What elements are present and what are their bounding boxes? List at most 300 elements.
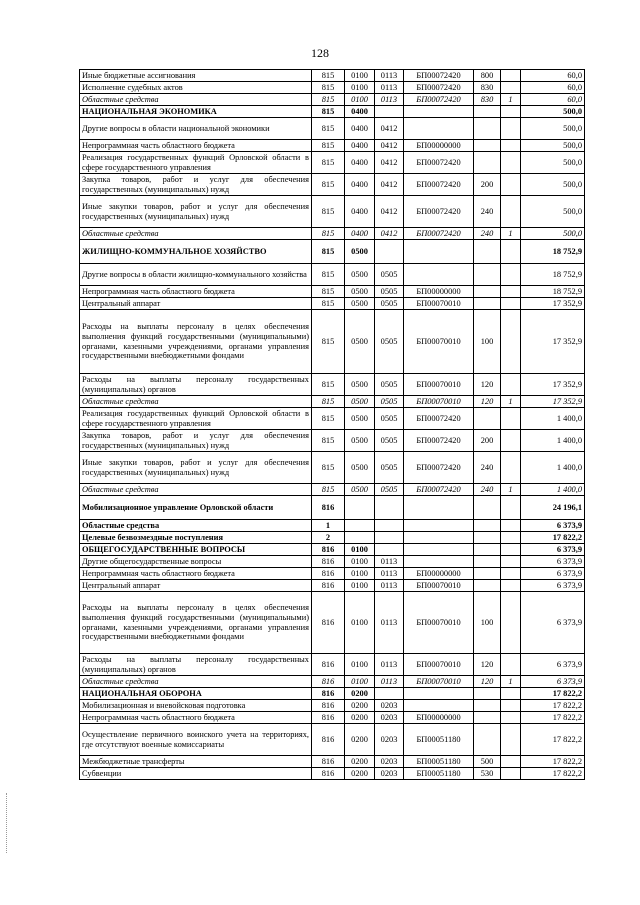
budget-cell-funding-source (501, 152, 521, 174)
budget-cell-name: Иные закупки товаров, работ и услуг для обеспечения государственных (муниципальных) нужд (80, 196, 312, 228)
budget-cell-expense-type (474, 520, 501, 532)
budget-cell-section: 0400 (345, 106, 375, 118)
budget-cell-subsection: 0505 (375, 484, 404, 496)
budget-cell-funding-source (501, 756, 521, 768)
budget-cell-section: 0500 (345, 298, 375, 310)
budget-cell-section: 0200 (345, 724, 375, 756)
budget-cell-funding-source: 1 (501, 676, 521, 688)
budget-cell-grbs: 815 (312, 228, 345, 240)
budget-cell-subsection: 0505 (375, 452, 404, 484)
table-row (80, 712, 585, 724)
budget-cell-expense-type: 530 (474, 768, 501, 780)
budget-cell-grbs: 815 (312, 82, 345, 94)
budget-cell-subsection (375, 106, 404, 118)
budget-cell-name: Целевые безвозмездные поступления (80, 532, 312, 544)
budget-cell-amount: 60,0 (521, 94, 585, 106)
budget-cell-grbs: 1 (312, 520, 345, 532)
budget-cell-target-article (404, 118, 474, 140)
budget-cell-funding-source: 1 (501, 396, 521, 408)
budget-cell-target-article: БП00000000 (404, 286, 474, 298)
table-row (80, 228, 585, 240)
table-row (80, 174, 585, 196)
budget-cell-grbs: 815 (312, 452, 345, 484)
budget-cell-amount: 500,0 (521, 152, 585, 174)
budget-cell-name: Закупка товаров, работ и услуг для обеспечения государственных (муниципальных) нужд (80, 430, 312, 452)
budget-cell-amount: 500,0 (521, 228, 585, 240)
budget-cell-name: Областные средства (80, 520, 312, 532)
budget-cell-amount: 17 822,2 (521, 688, 585, 700)
budget-cell-funding-source: 1 (501, 484, 521, 496)
table-row (80, 688, 585, 700)
budget-cell-grbs: 816 (312, 654, 345, 676)
budget-cell-subsection: 0505 (375, 310, 404, 374)
budget-cell-grbs: 816 (312, 544, 345, 556)
budget-cell-funding-source (501, 106, 521, 118)
budget-cell-grbs: 815 (312, 70, 345, 82)
budget-cell-subsection: 0505 (375, 264, 404, 286)
budget-cell-section: 0100 (345, 556, 375, 568)
budget-cell-amount: 6 373,9 (521, 676, 585, 688)
budget-cell-target-article (404, 556, 474, 568)
budget-cell-expense-type (474, 298, 501, 310)
table-row (80, 768, 585, 780)
budget-cell-target-article: БП00072420 (404, 82, 474, 94)
budget-cell-subsection: 0203 (375, 724, 404, 756)
budget-cell-target-article: БП00070010 (404, 298, 474, 310)
budget-cell-funding-source (501, 520, 521, 532)
budget-cell-grbs: 816 (312, 580, 345, 592)
budget-cell-target-article (404, 688, 474, 700)
budget-cell-funding-source (501, 174, 521, 196)
budget-cell-target-article: БП00051180 (404, 756, 474, 768)
budget-cell-expense-type: 120 (474, 374, 501, 396)
budget-cell-subsection: 0203 (375, 756, 404, 768)
budget-cell-target-article: БП00070010 (404, 580, 474, 592)
budget-cell-section: 0100 (345, 592, 375, 654)
budget-cell-name: Осуществление первичного воинского учета на территориях, где отсутствуют военные комиссариаты (80, 724, 312, 756)
budget-cell-name: Областные средства (80, 396, 312, 408)
budget-cell-subsection: 0505 (375, 298, 404, 310)
budget-cell-funding-source (501, 712, 521, 724)
budget-cell-section: 0200 (345, 700, 375, 712)
budget-cell-amount: 6 373,9 (521, 580, 585, 592)
budget-cell-name: Иные бюджетные ассигнования (80, 70, 312, 82)
budget-cell-amount: 17 822,2 (521, 724, 585, 756)
budget-cell-name: Мобилизационное управление Орловской области (80, 496, 312, 520)
budget-cell-expense-type (474, 140, 501, 152)
budget-cell-grbs: 816 (312, 700, 345, 712)
budget-cell-expense-type: 100 (474, 592, 501, 654)
budget-cell-subsection (375, 688, 404, 700)
budget-cell-amount: 1 400,0 (521, 452, 585, 484)
table-row (80, 106, 585, 118)
budget-cell-subsection: 0113 (375, 676, 404, 688)
budget-cell-subsection: 0412 (375, 174, 404, 196)
budget-cell-section: 0500 (345, 240, 375, 264)
budget-cell-section: 0200 (345, 768, 375, 780)
budget-cell-name: Областные средства (80, 228, 312, 240)
budget-cell-amount: 6 373,9 (521, 592, 585, 654)
budget-cell-name: Другие вопросы в области национальной экономики (80, 118, 312, 140)
table-row (80, 532, 585, 544)
budget-cell-expense-type (474, 152, 501, 174)
budget-table (79, 69, 585, 780)
budget-cell-funding-source (501, 496, 521, 520)
budget-cell-target-article: БП00070010 (404, 396, 474, 408)
budget-cell-subsection: 0505 (375, 408, 404, 430)
table-row (80, 286, 585, 298)
budget-cell-funding-source (501, 264, 521, 286)
budget-cell-subsection: 0113 (375, 82, 404, 94)
budget-cell-target-article (404, 496, 474, 520)
budget-cell-target-article (404, 520, 474, 532)
budget-cell-grbs: 815 (312, 152, 345, 174)
budget-cell-expense-type (474, 106, 501, 118)
budget-cell-amount: 17 352,9 (521, 374, 585, 396)
budget-cell-funding-source (501, 724, 521, 756)
budget-cell-section (345, 520, 375, 532)
table-row (80, 264, 585, 286)
budget-cell-grbs: 815 (312, 196, 345, 228)
budget-cell-name: ЖИЛИЩНО-КОММУНАЛЬНОЕ ХОЗЯЙСТВО (80, 240, 312, 264)
budget-cell-grbs: 815 (312, 484, 345, 496)
budget-cell-expense-type (474, 700, 501, 712)
budget-cell-subsection: 0113 (375, 580, 404, 592)
table-row (80, 240, 585, 264)
budget-cell-grbs: 816 (312, 496, 345, 520)
table-row (80, 568, 585, 580)
budget-cell-grbs: 815 (312, 310, 345, 374)
budget-cell-amount: 6 373,9 (521, 568, 585, 580)
budget-cell-funding-source (501, 544, 521, 556)
budget-cell-amount: 500,0 (521, 118, 585, 140)
budget-cell-expense-type (474, 240, 501, 264)
budget-cell-target-article (404, 106, 474, 118)
budget-cell-name: Субвенции (80, 768, 312, 780)
budget-cell-grbs: 815 (312, 264, 345, 286)
budget-cell-section: 0400 (345, 140, 375, 152)
budget-cell-funding-source (501, 556, 521, 568)
budget-cell-subsection: 0113 (375, 592, 404, 654)
table-row (80, 140, 585, 152)
budget-cell-grbs: 815 (312, 94, 345, 106)
table-row (80, 430, 585, 452)
budget-cell-target-article: БП00072420 (404, 196, 474, 228)
margin-mark (6, 793, 8, 853)
budget-cell-funding-source: 1 (501, 94, 521, 106)
budget-cell-expense-type (474, 408, 501, 430)
budget-cell-grbs: 815 (312, 240, 345, 264)
budget-cell-name: Закупка товаров, работ и услуг для обеспечения государственных (муниципальных) нужд (80, 174, 312, 196)
budget-cell-expense-type: 500 (474, 756, 501, 768)
budget-cell-expense-type (474, 556, 501, 568)
budget-cell-name: НАЦИОНАЛЬНАЯ ЭКОНОМИКА (80, 106, 312, 118)
budget-cell-name: Областные средства (80, 676, 312, 688)
budget-cell-grbs: 815 (312, 430, 345, 452)
budget-cell-subsection: 0505 (375, 396, 404, 408)
budget-cell-target-article: БП00072420 (404, 152, 474, 174)
budget-cell-amount: 1 400,0 (521, 430, 585, 452)
budget-cell-name: Расходы на выплаты персоналу государственных (муниципальных) органов (80, 374, 312, 396)
budget-cell-section: 0100 (345, 654, 375, 676)
budget-cell-section: 0100 (345, 70, 375, 82)
table-row (80, 724, 585, 756)
budget-cell-section: 0500 (345, 452, 375, 484)
budget-cell-section: 0500 (345, 430, 375, 452)
budget-cell-subsection: 0505 (375, 286, 404, 298)
budget-cell-target-article: БП00000000 (404, 140, 474, 152)
budget-cell-expense-type: 240 (474, 196, 501, 228)
budget-cell-amount: 6 373,9 (521, 520, 585, 532)
budget-cell-subsection: 0113 (375, 568, 404, 580)
budget-cell-name: Центральный аппарат (80, 580, 312, 592)
budget-cell-section: 0500 (345, 484, 375, 496)
budget-cell-subsection: 0505 (375, 430, 404, 452)
budget-cell-expense-type (474, 286, 501, 298)
budget-cell-grbs: 2 (312, 532, 345, 544)
budget-cell-funding-source (501, 118, 521, 140)
table-row (80, 196, 585, 228)
budget-cell-subsection (375, 532, 404, 544)
budget-cell-section: 0400 (345, 228, 375, 240)
budget-cell-subsection: 0412 (375, 196, 404, 228)
budget-cell-grbs: 816 (312, 724, 345, 756)
budget-cell-section: 0100 (345, 82, 375, 94)
budget-cell-expense-type (474, 712, 501, 724)
budget-cell-name: Расходы на выплаты персоналу в целях обеспечения выполнения функций государственными (муниципальными) органами, казенными учреждениями, органами управления государственными внебюджетными фондами (80, 310, 312, 374)
budget-cell-name: Иные закупки товаров, работ и услуг для обеспечения государственных (муниципальных) нужд (80, 452, 312, 484)
budget-cell-target-article (404, 240, 474, 264)
budget-cell-section: 0100 (345, 580, 375, 592)
budget-cell-section: 0400 (345, 152, 375, 174)
table-row (80, 82, 585, 94)
budget-cell-grbs: 815 (312, 408, 345, 430)
budget-cell-name: Реализация государственных функций Орловской области в сфере государственного управления (80, 152, 312, 174)
budget-cell-subsection: 0113 (375, 654, 404, 676)
budget-cell-expense-type: 100 (474, 310, 501, 374)
budget-cell-funding-source (501, 70, 521, 82)
budget-cell-target-article: БП00051180 (404, 724, 474, 756)
table-row (80, 700, 585, 712)
budget-cell-funding-source (501, 768, 521, 780)
budget-cell-expense-type (474, 688, 501, 700)
budget-cell-expense-type: 120 (474, 396, 501, 408)
budget-cell-name: Непрограммная часть областного бюджета (80, 286, 312, 298)
budget-cell-amount: 18 752,9 (521, 264, 585, 286)
budget-cell-amount: 60,0 (521, 70, 585, 82)
budget-cell-expense-type: 830 (474, 82, 501, 94)
budget-cell-section (345, 496, 375, 520)
budget-cell-amount: 1 400,0 (521, 484, 585, 496)
budget-cell-expense-type: 830 (474, 94, 501, 106)
budget-cell-name: Реализация государственных функций Орловской области в сфере государственного управления (80, 408, 312, 430)
budget-cell-name: Исполнение судебных актов (80, 82, 312, 94)
budget-cell-target-article: БП00070010 (404, 374, 474, 396)
budget-cell-expense-type (474, 580, 501, 592)
budget-cell-subsection: 0113 (375, 556, 404, 568)
budget-cell-subsection (375, 520, 404, 532)
budget-cell-subsection: 0113 (375, 70, 404, 82)
budget-cell-expense-type (474, 724, 501, 756)
budget-cell-funding-source (501, 580, 521, 592)
budget-cell-expense-type (474, 264, 501, 286)
budget-cell-grbs: 815 (312, 106, 345, 118)
budget-cell-section: 0400 (345, 196, 375, 228)
budget-cell-section: 0500 (345, 264, 375, 286)
budget-cell-subsection: 0412 (375, 152, 404, 174)
table-row (80, 298, 585, 310)
budget-cell-grbs: 816 (312, 756, 345, 768)
budget-cell-amount: 6 373,9 (521, 654, 585, 676)
table-row (80, 484, 585, 496)
budget-cell-expense-type: 200 (474, 430, 501, 452)
budget-cell-section (345, 532, 375, 544)
table-row (80, 118, 585, 140)
budget-cell-name: Другие вопросы в области жилищно-коммунального хозяйства (80, 264, 312, 286)
budget-cell-section: 0200 (345, 756, 375, 768)
page-number: 128 (311, 46, 329, 60)
budget-cell-expense-type: 120 (474, 676, 501, 688)
budget-cell-subsection (375, 496, 404, 520)
budget-cell-subsection (375, 544, 404, 556)
budget-cell-grbs: 815 (312, 298, 345, 310)
budget-cell-grbs: 816 (312, 768, 345, 780)
budget-cell-expense-type: 240 (474, 452, 501, 484)
budget-cell-amount: 18 752,9 (521, 286, 585, 298)
budget-cell-subsection: 0412 (375, 140, 404, 152)
budget-cell-funding-source (501, 374, 521, 396)
budget-cell-subsection: 0203 (375, 700, 404, 712)
budget-cell-grbs: 815 (312, 118, 345, 140)
budget-cell-section: 0200 (345, 712, 375, 724)
budget-cell-target-article (404, 544, 474, 556)
budget-cell-funding-source (501, 310, 521, 374)
table-row (80, 374, 585, 396)
budget-cell-expense-type (474, 568, 501, 580)
budget-cell-amount: 500,0 (521, 174, 585, 196)
budget-cell-name: Расходы на выплаты персоналу в целях обеспечения выполнения функций государственными (муниципальными) органами, казенными учреждениями, органами управления государственными внебюджетными фондами (80, 592, 312, 654)
budget-cell-target-article: БП00072420 (404, 484, 474, 496)
budget-cell-amount: 17 822,2 (521, 768, 585, 780)
budget-cell-funding-source (501, 240, 521, 264)
budget-cell-funding-source (501, 592, 521, 654)
budget-cell-target-article: БП00072420 (404, 174, 474, 196)
budget-cell-funding-source (501, 700, 521, 712)
budget-cell-expense-type (474, 118, 501, 140)
budget-cell-name: Непрограммная часть областного бюджета (80, 140, 312, 152)
budget-cell-subsection: 0505 (375, 374, 404, 396)
table-row (80, 756, 585, 768)
budget-cell-subsection: 0113 (375, 94, 404, 106)
budget-cell-grbs: 816 (312, 568, 345, 580)
budget-cell-section: 0400 (345, 174, 375, 196)
budget-cell-target-article (404, 532, 474, 544)
budget-cell-section: 0500 (345, 374, 375, 396)
budget-cell-amount: 17 822,2 (521, 712, 585, 724)
budget-cell-funding-source (501, 532, 521, 544)
budget-cell-name: Мобилизационная и вневойсковая подготовка (80, 700, 312, 712)
budget-cell-section: 0500 (345, 396, 375, 408)
budget-cell-section: 0500 (345, 310, 375, 374)
table-row (80, 520, 585, 532)
budget-cell-target-article: БП00072420 (404, 94, 474, 106)
budget-cell-funding-source (501, 140, 521, 152)
budget-cell-target-article: БП00051180 (404, 768, 474, 780)
budget-cell-target-article: БП00072420 (404, 430, 474, 452)
budget-cell-expense-type (474, 496, 501, 520)
budget-cell-subsection: 0412 (375, 228, 404, 240)
table-row (80, 676, 585, 688)
budget-cell-target-article: БП00072420 (404, 228, 474, 240)
budget-cell-name: Центральный аппарат (80, 298, 312, 310)
budget-cell-amount: 17 822,2 (521, 532, 585, 544)
budget-cell-funding-source (501, 298, 521, 310)
budget-cell-amount: 60,0 (521, 82, 585, 94)
budget-cell-grbs: 815 (312, 174, 345, 196)
budget-cell-funding-source (501, 452, 521, 484)
budget-cell-grbs: 815 (312, 286, 345, 298)
budget-cell-subsection: 0203 (375, 712, 404, 724)
budget-cell-section: 0100 (345, 544, 375, 556)
table-row (80, 310, 585, 374)
budget-cell-name: ОБЩЕГОСУДАРСТВЕННЫЕ ВОПРОСЫ (80, 544, 312, 556)
table-row (80, 592, 585, 654)
budget-cell-target-article: БП00070010 (404, 592, 474, 654)
budget-cell-name: Непрограммная часть областного бюджета (80, 568, 312, 580)
budget-cell-amount: 500,0 (521, 140, 585, 152)
table-row (80, 452, 585, 484)
budget-cell-section: 0100 (345, 94, 375, 106)
table-row (80, 152, 585, 174)
budget-cell-funding-source (501, 286, 521, 298)
budget-cell-target-article: БП00070010 (404, 310, 474, 374)
budget-cell-name: Непрограммная часть областного бюджета (80, 712, 312, 724)
budget-cell-name: Областные средства (80, 484, 312, 496)
budget-cell-grbs: 816 (312, 676, 345, 688)
table-row (80, 580, 585, 592)
budget-cell-grbs: 815 (312, 396, 345, 408)
table-row (80, 70, 585, 82)
budget-cell-expense-type (474, 532, 501, 544)
budget-cell-subsection: 0412 (375, 118, 404, 140)
budget-cell-expense-type: 120 (474, 654, 501, 676)
budget-cell-amount: 17 352,9 (521, 310, 585, 374)
table-row (80, 496, 585, 520)
budget-cell-expense-type: 240 (474, 228, 501, 240)
budget-cell-section: 0100 (345, 676, 375, 688)
budget-cell-target-article: БП00072420 (404, 452, 474, 484)
budget-cell-section: 0500 (345, 408, 375, 430)
budget-cell-target-article: БП00072420 (404, 408, 474, 430)
budget-cell-funding-source (501, 654, 521, 676)
budget-cell-target-article: БП00070010 (404, 654, 474, 676)
budget-cell-target-article: БП00000000 (404, 568, 474, 580)
budget-cell-amount: 1 400,0 (521, 408, 585, 430)
budget-cell-funding-source (501, 408, 521, 430)
budget-cell-subsection (375, 240, 404, 264)
budget-cell-funding-source (501, 430, 521, 452)
budget-cell-amount: 6 373,9 (521, 544, 585, 556)
budget-cell-grbs: 816 (312, 688, 345, 700)
budget-cell-section: 0500 (345, 286, 375, 298)
budget-cell-amount: 6 373,9 (521, 556, 585, 568)
budget-cell-amount: 24 196,1 (521, 496, 585, 520)
budget-cell-target-article (404, 264, 474, 286)
budget-cell-name: Межбюджетные трансферты (80, 756, 312, 768)
budget-cell-grbs: 816 (312, 556, 345, 568)
budget-cell-section: 0400 (345, 118, 375, 140)
budget-cell-target-article (404, 700, 474, 712)
